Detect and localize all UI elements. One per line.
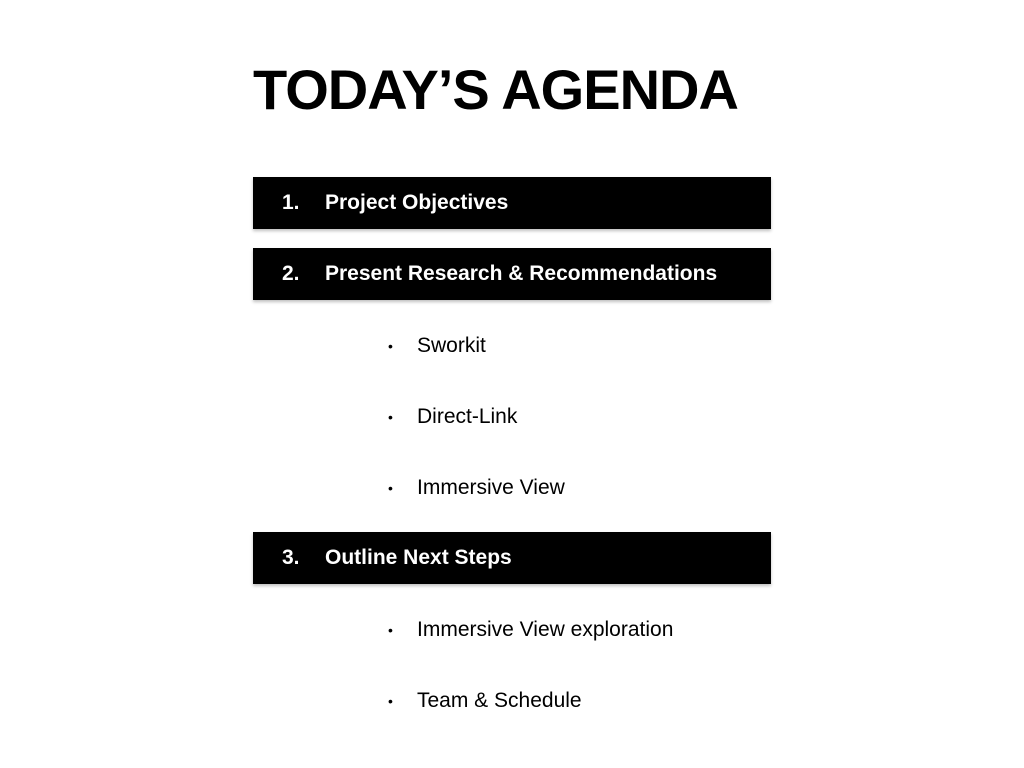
bullet-icon: • — [388, 693, 393, 709]
sub-item-label: Immersive View exploration — [417, 618, 674, 641]
sub-item-team-schedule — [388, 686, 582, 716]
sub-item-sworkit — [388, 331, 486, 361]
agenda-item-3 — [253, 532, 771, 584]
sub-item-direct-link — [388, 402, 517, 432]
bullet-icon: • — [388, 338, 393, 354]
sub-item-label: Team & Schedule — [417, 689, 582, 712]
sub-item-immersive-view-exploration — [388, 615, 673, 645]
bullet-icon: • — [388, 480, 393, 496]
agenda-item-2 — [253, 248, 771, 300]
agenda-item-label: Outline Next Steps — [325, 546, 512, 569]
agenda-item-number: 1. — [282, 191, 300, 214]
agenda-item-label: Project Objectives — [325, 191, 509, 214]
agenda-item-1 — [253, 177, 771, 229]
agenda-item-number: 2. — [282, 262, 300, 285]
sub-item-immersive-view — [388, 473, 565, 503]
bullet-icon: • — [388, 409, 393, 425]
bullet-icon: • — [388, 622, 393, 638]
agenda-item-number: 3. — [282, 546, 300, 569]
slide-title: TODAY’S AGENDA — [253, 58, 738, 121]
agenda-item-label: Present Research & Recommendations — [325, 262, 718, 285]
sub-item-label: Direct-Link — [417, 405, 518, 428]
sub-item-label: Immersive View — [417, 476, 565, 499]
sub-item-label: Sworkit — [417, 334, 486, 357]
